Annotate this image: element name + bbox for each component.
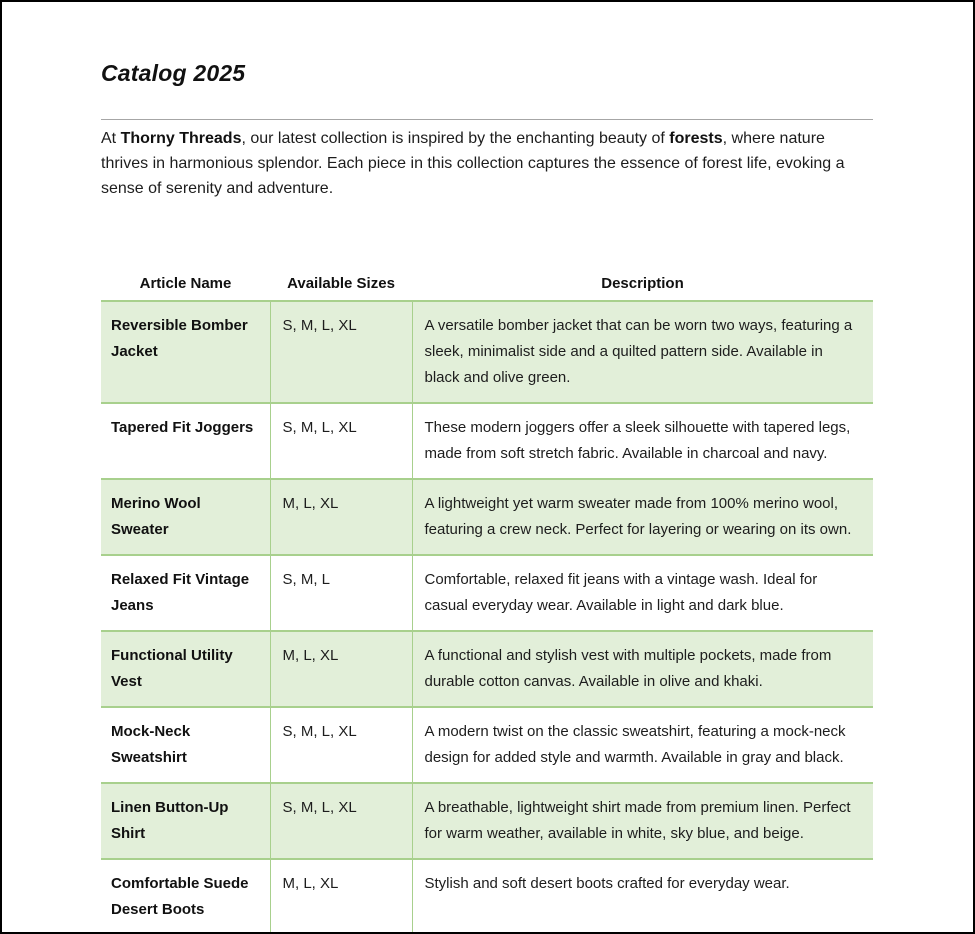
intro-bold-text: forests: [669, 129, 723, 147]
available-sizes-cell: M, L, XL: [270, 859, 412, 934]
available-sizes-cell: S, M, L, XL: [270, 783, 412, 859]
article-name-cell: Linen Button-Up Shirt: [101, 783, 270, 859]
table-row: [101, 555, 873, 631]
page-title: Catalog 2025: [101, 60, 246, 86]
available-sizes-cell: S, M, L, XL: [270, 707, 412, 783]
intro-text: At: [101, 129, 121, 147]
catalog-table-header: [101, 275, 873, 301]
document-content: [2, 2, 973, 934]
article-name-cell: Merino Wool Sweater: [101, 479, 270, 555]
available-sizes-cell: M, L, XL: [270, 631, 412, 707]
table-row: [101, 479, 873, 555]
catalog-table: [101, 275, 873, 934]
intro-text: , our latest collection is inspired by the enchanting beauty of: [241, 129, 670, 147]
table-row: [101, 403, 873, 479]
title-divider: [101, 119, 873, 120]
description-cell: A versatile bomber jacket that can be worn two ways, featuring a sleek, minimalist side and a quilted pattern side. Available in black and olive green.: [412, 301, 873, 403]
description-cell: A functional and stylish vest with multiple pockets, made from durable cotton canvas. Available in olive and khaki.: [412, 631, 873, 707]
column-header-available-sizes: Available Sizes: [270, 275, 412, 301]
available-sizes-cell: S, M, L, XL: [270, 403, 412, 479]
table-row: [101, 859, 873, 934]
description-cell: A breathable, lightweight shirt made from premium linen. Perfect for warm weather, available in white, sky blue, and beige.: [412, 783, 873, 859]
table-row: [101, 301, 873, 403]
catalog-table-body: [101, 301, 873, 934]
article-name-cell: Functional Utility Vest: [101, 631, 270, 707]
available-sizes-cell: M, L, XL: [270, 479, 412, 555]
column-header-description: Description: [412, 275, 873, 301]
table-row: [101, 783, 873, 859]
article-name-cell: Reversible Bomber Jacket: [101, 301, 270, 403]
table-row: [101, 631, 873, 707]
intro-text: , where nature thrives in harmonious splendor. Each piece in this collection captures the essence of forest life, evoking a sense of serenity and adventure.: [101, 129, 845, 197]
table-row: [101, 707, 873, 783]
article-name-cell: Comfortable Suede Desert Boots: [101, 859, 270, 934]
article-name-cell: Tapered Fit Joggers: [101, 403, 270, 479]
description-cell: A lightweight yet warm sweater made from 100% merino wool, featuring a crew neck. Perfect for layering or wearing on its own.: [412, 479, 873, 555]
column-header-article-name: Article Name: [101, 275, 270, 301]
description-cell: Stylish and soft desert boots crafted for everyday wear.: [412, 859, 873, 934]
header-row: [101, 275, 873, 301]
article-name-cell: Relaxed Fit Vintage Jeans: [101, 555, 270, 631]
intro-bold-text: Thorny Threads: [120, 129, 242, 147]
description-cell: A modern twist on the classic sweatshirt, featuring a mock-neck design for added style and warmth. Available in gray and black.: [412, 707, 873, 783]
intro-paragraph: [101, 126, 873, 201]
available-sizes-cell: S, M, L, XL: [270, 301, 412, 403]
available-sizes-cell: S, M, L: [270, 555, 412, 631]
article-name-cell: Mock-Neck Sweatshirt: [101, 707, 270, 783]
description-cell: Comfortable, relaxed fit jeans with a vintage wash. Ideal for casual everyday wear. Available in light and dark blue.: [412, 555, 873, 631]
description-cell: These modern joggers offer a sleek silhouette with tapered legs, made from soft stretch fabric. Available in charcoal and navy.: [412, 403, 873, 479]
